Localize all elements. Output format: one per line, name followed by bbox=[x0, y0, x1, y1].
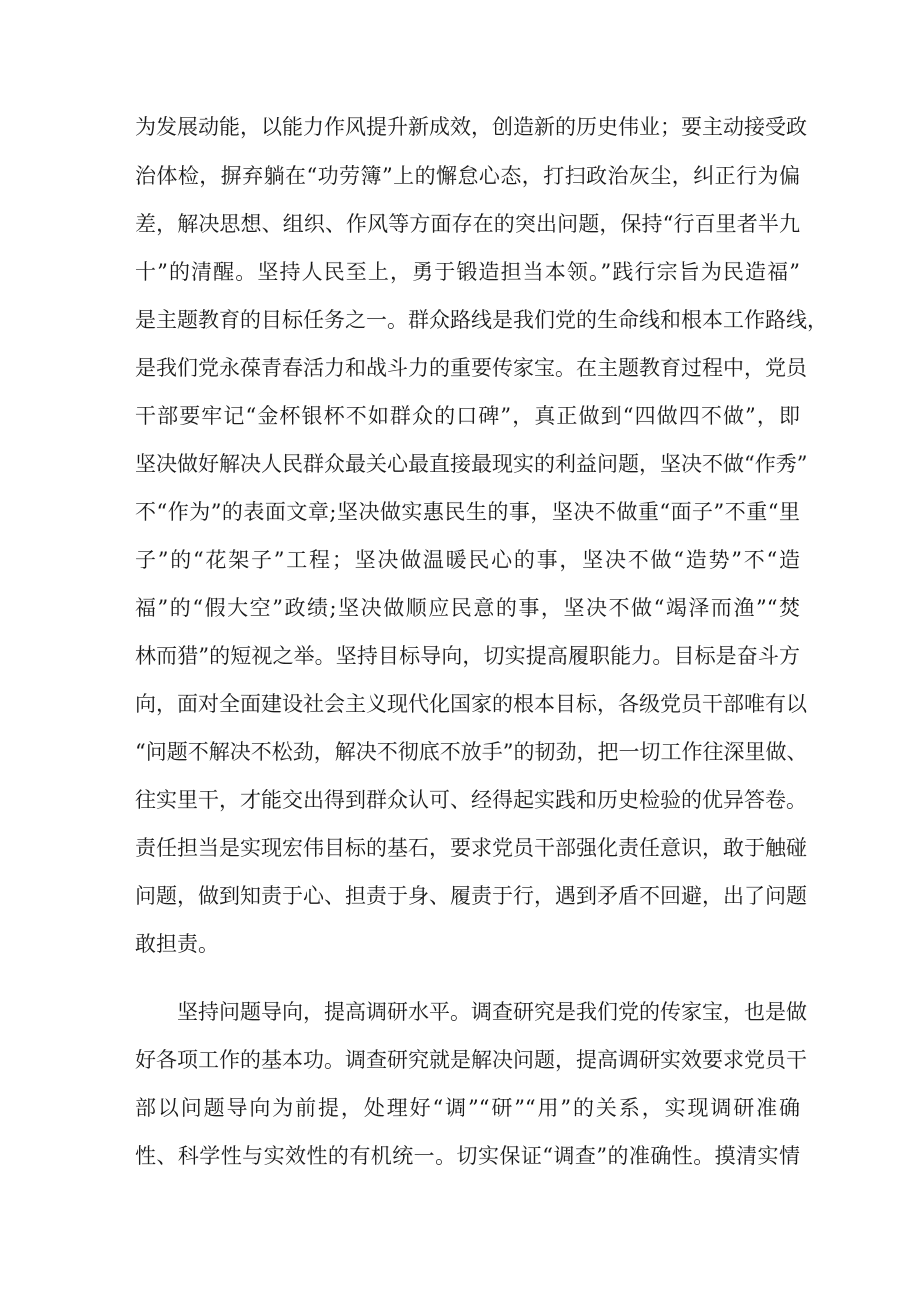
text-line: 敢担责。 bbox=[135, 932, 219, 956]
text-line: 干部要牢记“金杯银杯不如群众的口碑”，真正做到“四做四不做”，即 bbox=[135, 404, 800, 428]
text-line: 部以问题导向为前提，处理好“调”“研”“用”的关系，实现调研准确 bbox=[135, 1096, 800, 1120]
text-line: 十”的清醒。坚持人民至上，勇于锻造担当本领。”践行宗旨为民造福” bbox=[135, 260, 800, 284]
text-line: 为发展动能，以能力作风提升新成效，创造新的历史伟业；要主动接受政 bbox=[135, 115, 807, 139]
text-line: 向，面对全面建设社会主义现代化国家的根本目标，各级党员干部唯有以 bbox=[135, 692, 807, 716]
text-line: 是主题教育的目标任务之一。群众路线是我们党的生命线和根本工作路线， bbox=[135, 308, 828, 332]
text-line: 坚持问题导向，提高调研水平。调查研究是我们党的传家宝，也是做 bbox=[177, 1000, 807, 1024]
text-line: 性、科学性与实效性的有机统一。切实保证“调查”的准确性。摸清实情 bbox=[135, 1144, 800, 1168]
text-line: 是我们党永葆青春活力和战斗力的重要传家宝。在主题教育过程中，党员 bbox=[135, 356, 807, 380]
text-line: 差，解决思想、组织、作风等方面存在的突出问题，保持“行百里者半九 bbox=[135, 212, 800, 236]
text-line: 坚决做好解决人民群众最关心最直接最现实的利益问题，坚决不做“作秀” bbox=[135, 452, 808, 476]
text-line: 林而猎”的短视之举。坚持目标导向，切实提高履职能力。目标是奋斗方 bbox=[135, 644, 800, 668]
text-line: 好各项工作的基本功。调查研究就是解决问题，提高调研实效要求党员干 bbox=[135, 1048, 807, 1072]
text-line: 不“作为”的表面文章;坚决做实惠民生的事，坚决不做重“面子”不重“里 bbox=[135, 500, 800, 524]
text-line: 子”的“花架子”工程；坚决做温暖民心的事，坚决不做“造势”不“造 bbox=[135, 548, 800, 572]
text-line: 责任担当是实现宏伟目标的基石，要求党员干部强化责任意识，敢于触碰 bbox=[135, 836, 807, 860]
text-line: 福”的“假大空”政绩;坚决做顺应民意的事，坚决不做“竭泽而渔”“焚 bbox=[135, 596, 800, 620]
text-line: 治体检，摒弃躺在“功劳簿”上的懈怠心态，打扫政治灰尘，纠正行为偏 bbox=[135, 164, 800, 188]
text-line: “问题不解决不松劲，解决不彻底不放手”的韧劲，把一切工作往深里做、 bbox=[135, 740, 808, 764]
text-line: 往实里干，才能交出得到群众认可、经得起实践和历史检验的优异答卷。 bbox=[135, 788, 807, 812]
text-line: 问题，做到知责于心、担责于身、履责于行，遇到矛盾不回避，出了问题 bbox=[135, 884, 807, 908]
